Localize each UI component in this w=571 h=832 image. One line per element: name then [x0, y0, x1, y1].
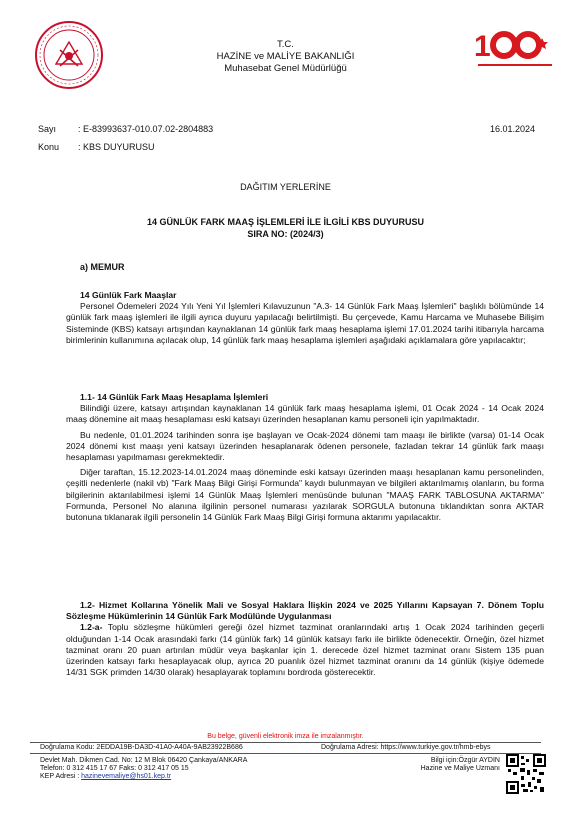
contact-person: Bilgi için:Özgür AYDIN	[430, 757, 500, 764]
konu-label: Konu	[38, 142, 60, 152]
section-1	[66, 290, 544, 346]
paragraph-1-2-a	[66, 622, 544, 678]
section-1-2	[66, 600, 544, 678]
esign-note: Bu belge, güvenli elektronik imza ile imzalanmıştır.	[207, 733, 364, 740]
sayi-value: : E-83993637-010.07.02-2804883	[78, 124, 214, 134]
verification-code: Doğrulama Kodu: 2EDDA19B-DA3D-41A0-A40A-9AB23922B686	[40, 744, 243, 751]
paragraph-1-2-a-text: Toplu sözleşme hükümleri gereği özel hizmet tazminat oranlarındaki artış 1 Ocak 2024 tarihinden geçerli olduğundan 1-14 Ocak arasındaki farkı (14 günlük fark) 14 günlük katsayı farkı ile birlikte ödenecektir. Örneğin, özel hizmet tazminat oranı 20 puan artırılan müdür veya başkanlar için 1. derecede özel hizmet tazminat oranı Sistem 135 puan üzerinden katsayı farkı hesaplayacak olup, ayrıca 20 puanlık özel hizmet tazminat oranını da 14 günlük (kişiye ödemede 14/31 SGK primden 14/30 olarak) hesaplayarak toplamını bordroda gösterecektir.	[66, 622, 544, 678]
footer-address: Devlet Mah. Dikmen Cad. No: 12 M Blok 06420 Çankaya/ANKARA	[40, 757, 248, 764]
heading-1-2: 1.2- Hizmet Kollarına Yönelik Mali ve Sosyal Haklara İlişkin 2024 ve 2025 Yıllarını Kapsayan 7. Dönem Toplu Sözleşme Hükümlerinin 14 Günlük Fark Modülünde Uygulanması	[66, 600, 544, 622]
document-date: 16.01.2024	[490, 124, 536, 134]
paragraph-1-1-a: Bilindiği üzere, katsayı artışından kaynaklanan 14 günlük fark maaş hesaplama işlemi, 01 Ocak 2024 - 14 Ocak 2024 maaş dönemine ait maaş hesaplaması eski katsayı üzerinden hesaplanan kamu personeli için yapılmaktadır.	[66, 403, 544, 425]
header-directorate: Muhasebat Genel Müdürlüğü	[224, 63, 347, 74]
footer-kep	[40, 773, 171, 781]
header-ministry: HAZİNE ve MALİYE BAKANLIĞI	[216, 51, 355, 62]
heading-1-1: 1.1- 14 Günlük Fark Maaş Hesaplama İşlemleri	[80, 392, 269, 402]
document-sequence: SIRA NO: (2024/3)	[247, 229, 324, 239]
header-tc: T.C.	[277, 39, 294, 50]
footer-phone: Telefon: 0 312 415 17 67 Faks: 0 312 417 05 15	[40, 765, 189, 772]
svg-text:1: 1	[474, 30, 491, 63]
konu-value: : KBS DUYURUSU	[78, 142, 155, 152]
paragraph-1-1-b: Bu nedenle, 01.01.2024 tarihinden sonra işe başlayan ve Ocak-2024 dönemi tam maaşı ile birlikte (varsa) 01-14 Ocak 2024 dönemi kıst maaşı yeni katsayı üzerinden hesaplanarak ödenen personele, fazladan tekrar 14 günlük fark maaşı hesaplaması yapılmaması gerekmektedir.	[66, 429, 544, 463]
document-title: 14 GÜNLÜK FARK MAAŞ İŞLEMLERİ İLE İLGİLİ KBS DUYURUSU	[146, 217, 424, 227]
distribution-heading: DAĞITIM YERLERİNE	[240, 182, 331, 192]
footer-divider-top	[30, 742, 541, 743]
paragraph-intro: Personel Ödemeleri 2024 Yılı Yeni Yıl İşlemleri Kılavuzunun "A.3- 14 Günlük Fark Maaş İşlemleri" başlıklı bölümünde 14 günlük fark maaş işlemleri ile ilgili ayrıca duyuru yapılacağı belirtilmişti. Bu çerçevede, Kamu Harcama ve Muhasebe Bilişim Sisteminde (KBS) katsayı artışından kaynaklanan 14 günlük fark maaş hesaplama işlemi 17.01.2024 tarihi itibarıyla harcama birimlerinin kullanımına açılacak olup, 14 günlük fark maaş hesaplama işlemleri aşağıdaki açıklamalara göre yapılacaktır;	[66, 301, 544, 345]
verification-address: Doğrulama Adresi: https://www.turkiye.gov.tr/hmb-ebys	[321, 744, 491, 751]
section-1-1	[66, 392, 544, 523]
heading-14-gunluk: 14 Günlük Fark Maaşlar	[80, 290, 177, 300]
contact-role: Hazine ve Maliye Uzmanı	[420, 765, 500, 772]
paragraph-1-1-c: Diğer taraftan, 15.12.2023-14.01.2024 maaş döneminde eski katsayı üzerinden maaşı hesaplanan kamu personelinden, çeşitli nedenlerle (nakil vb) "Fark Maaş Bilgi Girişi Formunda" kaydı bulunmayan ve bilgileri aktarılmamış olanların, bu forma bilgilerinin aktarılabilmesi işlemi 14 Günlük Maaş İşlemleri menüsünde bulunan "MAAŞ FARK TABLOSUNA AKTARMA" Formunda, Personel No alanına ilgilinin personel numarası yazılarak SORGULA butonuna tıklandıktan sonra AKTAR butonuna tıklanarak ilgili personelin 14 Günlük Fark Maaş Bilgi Girişi formuna aktarımı yapılacaktır.	[66, 467, 544, 523]
kep-label: KEP Adresi :	[40, 773, 82, 780]
sayi-label: Sayı	[38, 124, 57, 134]
kep-address-link[interactable]: hazinevemaliye@hs01.kep.tr	[81, 773, 172, 780]
qr-code-icon[interactable]	[506, 754, 546, 794]
footer-divider-bottom	[30, 753, 541, 754]
paragraph-1-2-a-lead: 1.2-a-	[80, 622, 103, 633]
section-memur: a) MEMUR	[80, 262, 125, 272]
